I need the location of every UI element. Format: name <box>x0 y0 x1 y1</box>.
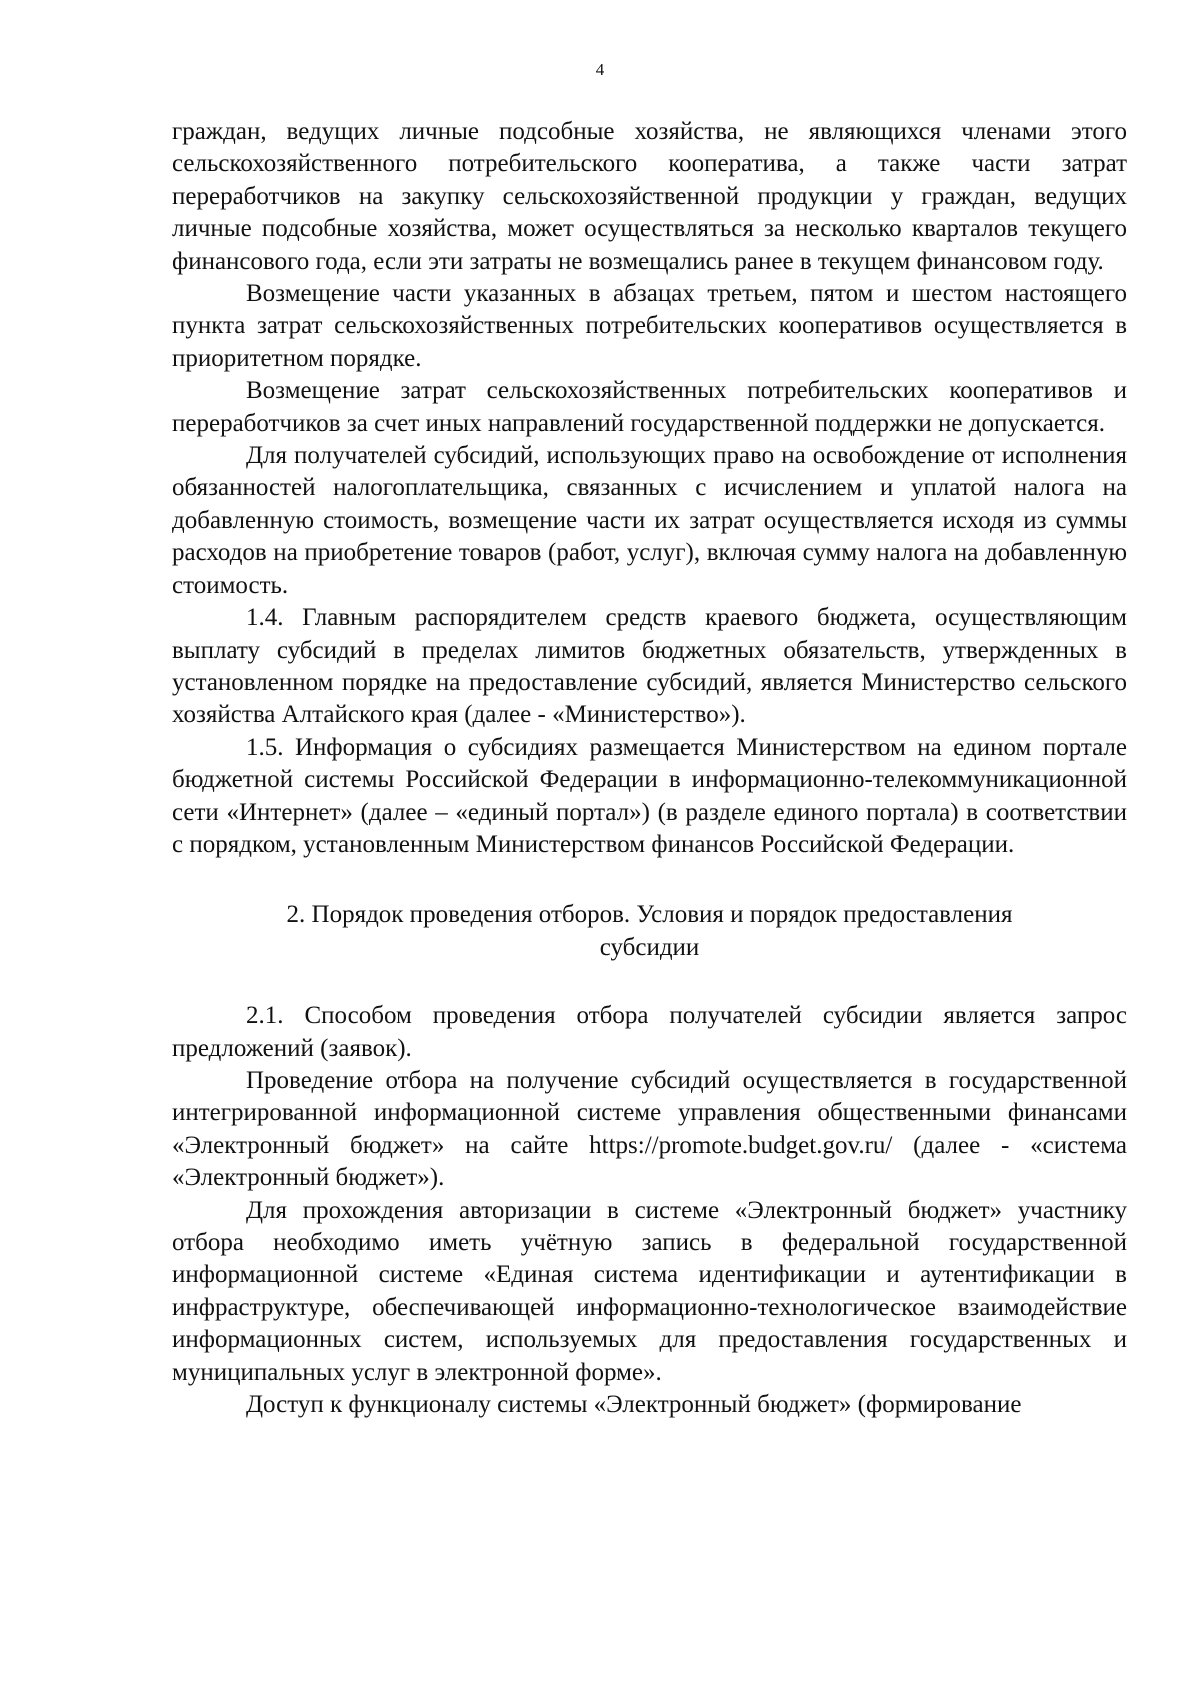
document-body <box>172 116 1127 1421</box>
section-heading-line-2: субсидии <box>599 933 700 961</box>
page-number: 4 <box>595 60 605 79</box>
paragraph-functional-access: Доступ к функционалу системы «Электронный бюджет» (формирование <box>246 1391 1022 1419</box>
paragraph-1-5-information: 1.5. Информация о субсидиях размещается Министерством на едином портале бюджетной системы Российской Федерации в информационно-телекоммуникационной сети «Интернет» (далее – «единый портал») (в разделе единого портала) в соответствии с порядком, установленным Министерством финансов Российской Федерации. <box>172 733 1127 858</box>
paragraph-1-4-main-manager: 1.4. Главным распорядителем средств краевого бюджета, осуществляющим выплату субсидий в пределах лимитов бюджетных обязательств, утвержденных в установленном порядке на предоставление субсидий, является Министерство сельского хозяйства Алтайского края (далее - «Министерство»). <box>172 604 1127 729</box>
paragraph-continuation: граждан, ведущих личные подсобные хозяйства, не являющихся членами этого сельскохозяйственного потребительского кооператива, а также части затрат переработчиков на закупку сельскохозяйственной продукции у граждан, ведущих личные подсобные хозяйства, может осуществляться за несколько кварталов текущего финансового года, если эти затраты не возмещались ранее в текущем финансовом году. <box>172 118 1127 275</box>
paragraph-vat-exemption: Для получателей субсидий, использующих право на освобождение от исполнения обязанностей налогоплательщика, связанных с исчислением и уплатой налога на добавленную стоимость, возмещение части их затрат осуществляется исходя из суммы расходов на приобретение товаров (работ, услуг), включая сумму налога на добавленную стоимость. <box>172 442 1127 599</box>
paragraph-electronic-budget: Проведение отбора на получение субсидий осуществляется в государственной интегрированной информационной системе управления общественными финансами «Электронный бюджет» на сайте https://promote.budget.gov.ru/ (далее - «система «Электронный бюджет»). <box>172 1066 1127 1192</box>
section-heading-line-1: 2. Порядок проведения отборов. Условия и порядок предоставления <box>286 901 1013 929</box>
paragraph-no-double-support: Возмещение затрат сельскохозяйственных потребительских кооперативов и переработчиков за счет иных направлений государственной поддержки не допускается. <box>172 377 1127 437</box>
section-heading <box>172 899 1127 964</box>
paragraph-2-1-selection-method: 2.1. Способом проведения отбора получателей субсидии является запрос предложений (заявок). <box>172 1002 1127 1062</box>
paragraph-authorization: Для прохождения авторизации в системе «Электронный бюджет» участнику отбора необходимо иметь учётную запись в федеральной государственной информационной системе «Единая система идентификации и аутентификации в инфраструктуре, обеспечивающей информационно-технологическое взаимодействие информационных систем, используемых для предоставления государственных и муниципальных услуг в электронной форме». <box>172 1196 1127 1386</box>
paragraph-priority-reimbursement: Возмещение части указанных в абзацах третьем, пятом и шестом настоящего пункта затрат сельскохозяйственных потребительских кооперативов осуществляется в приоритетном порядке. <box>172 280 1127 372</box>
